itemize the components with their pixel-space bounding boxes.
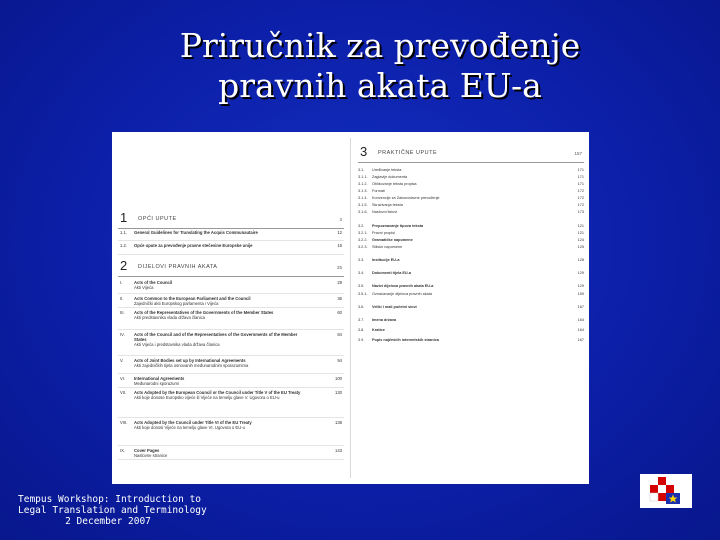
entry-page: 167 [577, 305, 584, 309]
entry-page: 60 [337, 310, 342, 315]
entry-divider [118, 307, 344, 308]
entry-number: 3.1.2. [358, 182, 368, 186]
entry-title: Imena država [372, 318, 397, 322]
footer-line-3: 2 December 2007 [65, 516, 151, 527]
entry-title: Oblikovanje teksta propisa [372, 182, 417, 186]
entry-divider [118, 417, 344, 418]
chapter-title: OPĆI UPUTE [138, 216, 177, 222]
entry-page: 121 [577, 224, 584, 228]
entry-divider [118, 445, 344, 446]
entry-page: 12 [337, 230, 342, 235]
entry-number: IX. [120, 448, 126, 453]
entry-subtitle: Akti Vijeća i predstavnika vlada država članica [134, 342, 220, 347]
chapter-page: 157 [574, 151, 582, 156]
entry-page: 16 [337, 243, 342, 248]
entry-page: 124 [577, 238, 584, 242]
entry-page: 29 [337, 280, 342, 285]
entry-number: 3.1.3. [358, 189, 368, 193]
entry-number: III. [120, 310, 125, 315]
entry-page: 159 [577, 292, 584, 296]
entry-subtitle: Akti zajedničkih tijela osnovanih međunarodnim sporazumima [134, 363, 249, 368]
entry-page: 129 [577, 271, 584, 275]
entry-number: 3.3. [358, 258, 365, 262]
entry-number: 1.2. [120, 243, 127, 248]
entry-title: Gramatičke napomene [372, 238, 413, 242]
entry-page: 167 [577, 338, 584, 342]
entry-title: Acts of the Council and of the Representatives of the Governments of the Member States Akti Vijeća i predstavnika vlada država članica [134, 332, 309, 347]
entry-page: 100 [335, 376, 342, 381]
entry-title: Acts Common to the European Parliament and the Council Zajednički akti Europskog parlamenta i Vijeća [134, 296, 309, 306]
entry-number: V. [120, 358, 124, 363]
entry-title: Acts of Joint Bodies set up by International Agreements Akti zajedničkih tijela osnovanih međunarodnim sporazumima [134, 358, 309, 368]
entry-page: 164 [577, 318, 584, 322]
entry-divider [118, 254, 344, 255]
entry-page: 84 [337, 332, 342, 337]
chapter-3-heading [358, 144, 584, 163]
entry-number: 3.1. [358, 168, 365, 172]
entry-title: Označavanje dijelova pravnih akata [372, 292, 432, 296]
entry-page: 171 [577, 182, 584, 186]
chapter-1-heading [118, 210, 344, 229]
entry-divider [118, 355, 344, 356]
entry-divider [118, 373, 344, 374]
entry-number: VIII. [120, 420, 128, 425]
entry-page: 128 [577, 258, 584, 262]
entry-title: Dokumenti tijela EU-a [372, 271, 412, 275]
chapter-title: PRAKTIČNE UPUTE [378, 150, 438, 156]
entry-title: Kratice [372, 328, 385, 332]
entry-page: 171 [577, 168, 584, 172]
entry-title: Naslovni listovi [372, 210, 398, 214]
entry-page: 172 [577, 189, 584, 193]
entry-title: Uređivanje teksta [372, 168, 402, 172]
entry-number: 3.7. [358, 318, 365, 322]
document-image [112, 132, 589, 484]
chapter-number: 3 [360, 144, 368, 159]
entry-title: General Guidelines for Translating the Acquis Communautaire [134, 230, 258, 235]
entry-subtitle: Akti koje donose Europsko vijeće ili Vijeće na temelju glave V. Ugovora o EU-u [134, 395, 280, 400]
footer-line-1: Tempus Workshop: Introduction to [18, 494, 202, 505]
entry-divider [118, 329, 344, 330]
entry-title: Stilske napomene [372, 245, 403, 249]
toc-right-page [358, 132, 584, 484]
entry-title: Popis najčešćih internetskih stranica [372, 338, 439, 342]
entry-number: 3.2. [358, 224, 365, 228]
entry-number: 3.6. [358, 305, 365, 309]
entry-title: Zaglavlje dokumenta [372, 175, 408, 179]
entry-divider [118, 293, 344, 294]
chapter-2-heading [118, 258, 344, 277]
entry-number: 3.4. [358, 271, 365, 275]
entry-subtitle: Međunarodni sporazumi [134, 381, 179, 386]
entry-title: Veliki i mali početni slovi [372, 305, 417, 309]
entry-subtitle: Akti Vijeća [134, 285, 154, 290]
chapter-page: 25 [336, 265, 342, 270]
chapter-page: 3 [339, 217, 342, 222]
entry-page: 164 [577, 328, 584, 332]
entry-number: 3.5. [358, 284, 365, 288]
entry-title: International Agreements Međunarodni sporazumi [134, 376, 309, 386]
entry-title: Opće upute za prevođenje pravne stečevine Europske unije [134, 243, 253, 248]
entry-number: 3.1.1. [358, 175, 368, 179]
entry-title: Acts Adopted by the European Council or the Council under Title V of the EU Treaty Akti koje donose Europsko vijeće ili Vijeće na temelju glave V. Ugovora o EU-u [134, 390, 309, 400]
entry-page: 129 [577, 284, 584, 288]
entry-title: Konvencije za Zakonodavne prevođenje [372, 196, 440, 200]
entry-divider [118, 240, 344, 241]
entry-divider [118, 387, 344, 388]
entry-number: 3.1.4. [358, 196, 368, 200]
entry-title: Skraćivanja teksta [372, 203, 403, 207]
entry-title: Acts of the Representatives of the Governments of the Member States Akti predstavnika vlada država članica [134, 310, 309, 320]
entry-title: Formati [372, 189, 385, 193]
entry-title: Pravni propisi [372, 231, 396, 235]
chapter-title: DIJELOVI PRAVNIH AKATA [138, 264, 218, 270]
entry-title: Nazivi dijelova pravnih akata EU-a [372, 284, 434, 288]
toc-left-page [118, 132, 344, 484]
slide-footer [18, 494, 207, 527]
entry-number: 3.2.1. [358, 231, 368, 235]
entry-number: 3.5.1. [358, 292, 368, 296]
entry-number: VI. [120, 376, 126, 381]
chapter-number: 2 [120, 258, 128, 273]
title-line-1: Priručnik za prevođenje [179, 26, 581, 65]
entry-divider [118, 459, 344, 460]
entry-number: 3.1.6. [358, 210, 368, 214]
entry-number: 3.2.2. [358, 238, 368, 242]
entry-page: 143 [335, 448, 342, 453]
title-line-2: pravnih akata EU-a [218, 66, 542, 105]
entry-page: 130 [335, 390, 342, 395]
entry-title: Prepoznavanje tipova teksta [372, 224, 424, 228]
chapter-number: 1 [120, 210, 128, 225]
entry-subtitle: Akti koje donosi Vijeće na temelju glave VI. Ugovora o EU-u [134, 425, 245, 430]
entry-page: 94 [337, 358, 342, 363]
entry-page: 125 [577, 245, 584, 249]
entry-number: II. [120, 296, 124, 301]
entry-subtitle: Naslovne stranice [134, 453, 168, 458]
entry-number: 3.1.5. [358, 203, 368, 207]
slide-title [120, 26, 640, 106]
entry-title: Acts Adopted by the Council under Title VI of the EU Treaty Akti koje donosi Vijeće na temelju glave VI. Ugovora o EU-u [134, 420, 309, 430]
footer-line-2: Legal Translation and Terminology [18, 505, 207, 516]
entry-subtitle: Zajednički akti Europskog parlamenta i Vijeća [134, 301, 219, 306]
entry-title: Cover Pages Naslovne stranice [134, 448, 309, 458]
entry-number: 3.9. [358, 338, 365, 342]
entry-page: 138 [335, 420, 342, 425]
entry-page: 172 [577, 203, 584, 207]
logo-graphic [640, 474, 692, 508]
institution-logo [640, 474, 692, 508]
entry-number: 3.2.3. [358, 245, 368, 249]
entry-title: Institucije EU-a [372, 258, 400, 262]
entry-number: 1.1. [120, 230, 127, 235]
entry-subtitle: Akti predstavnika vlada država članica [134, 315, 205, 320]
page-divider [350, 138, 351, 478]
entry-page: 171 [577, 175, 584, 179]
entry-page: 121 [577, 231, 584, 235]
entry-title: Acts of the Council Akti Vijeća [134, 280, 309, 290]
entry-page: 36 [337, 296, 342, 301]
entry-number: IV. [120, 332, 125, 337]
entry-number: I. [120, 280, 123, 285]
entry-page: 173 [577, 210, 584, 214]
entry-page: 172 [577, 196, 584, 200]
entry-number: VII. [120, 390, 127, 395]
entry-number: 3.8. [358, 328, 365, 332]
